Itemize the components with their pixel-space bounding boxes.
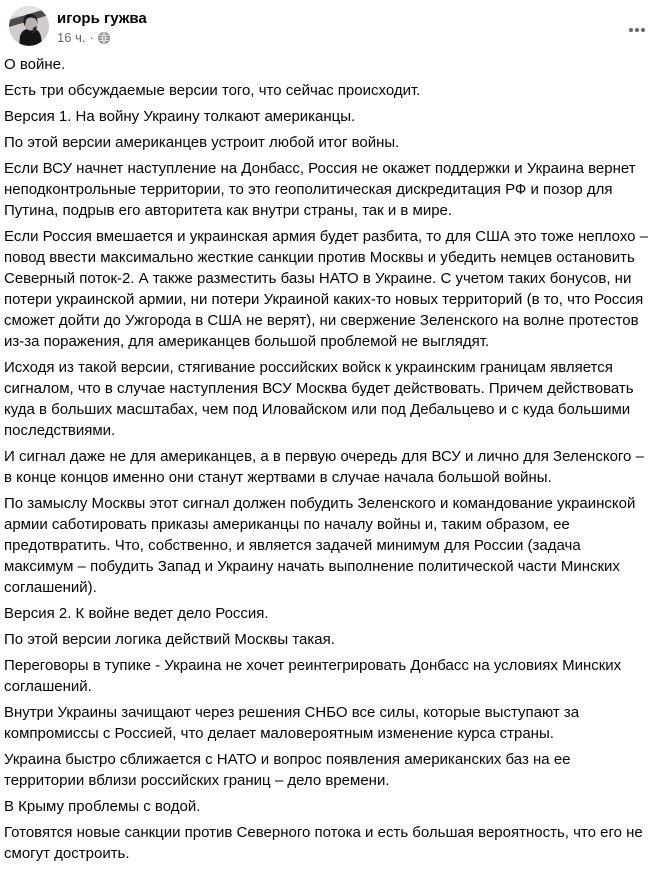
profile-photo-icon xyxy=(9,6,49,46)
globe-public-icon xyxy=(98,32,110,44)
post-paragraph: Переговоры в тупике - Украина не хочет реинтегрировать Донбасс на условиях Минских соглашений. xyxy=(4,657,626,695)
meta-separator: · xyxy=(89,30,94,45)
post-paragraph: В Крыму проблемы с водой. xyxy=(4,798,201,815)
post-paragraph: По замыслу Москвы этот сигнал должен побудить Зеленского и командование украинской армии саботировать приказы американцы по началу войны и, таким образом, ее предотвратить. Что, собственно, и является задачей минимум для России (задача максимум – побудить Запад и Украину начать выполнение политической части Минских соглашений). xyxy=(4,495,640,596)
post-paragraph: И сигнал даже не для американцев, а в первую очередь для ВСУ и лично для Зеленского – в конце концов именно они станут жертвами в случае начала большой войны. xyxy=(4,448,649,486)
header-text xyxy=(57,6,147,46)
post-paragraph: Исходя из такой версии, стягивание российских войск к украинским границам является сигналом, что в случае наступления ВСУ Москва будет действовать. Причем действовать куда в больших масштабах, чем под Иловайском или под Дебальцево и с куда большими последствиями. xyxy=(4,359,638,439)
post-paragraph: О войне. xyxy=(4,56,66,73)
post-paragraph: Версия 2. К войне ведет дело Россия. xyxy=(4,605,269,622)
author-name[interactable]: игорь гужва xyxy=(57,10,147,27)
post-paragraph: Украина быстро сближается с НАТО и вопрос появления американских баз на ее территории вблизи российских границ – дело времени. xyxy=(4,751,575,789)
post-paragraph: Внутри Украины зачищают через решения СНБО все силы, которые выступают за компромиссы с Россией, что делает маловероятным изменение курса страны. xyxy=(4,704,584,742)
avatar[interactable] xyxy=(9,6,49,46)
ellipsis-horizontal-icon xyxy=(627,20,647,40)
post-body xyxy=(0,46,665,870)
post-paragraph: Есть три обсуждаемые версии того, что сейчас происходит. xyxy=(4,82,421,99)
post-paragraph: По этой версии американцев устроит любой итог войны. xyxy=(4,134,400,151)
more-options-button[interactable] xyxy=(621,14,653,46)
post-paragraph: Версия 1. На войну Украину толкают американцы. xyxy=(4,108,356,125)
post-paragraph: Если ВСУ начнет наступление на Донбасс, Россия не окажет поддержки и Украина вернет неподконтрольные территории, то это геополитическая дискредитация РФ и позор для Путина, подрыв его авторитета как внутри страны, так и в мире. xyxy=(4,160,640,219)
timestamp[interactable]: 16 ч. xyxy=(57,30,86,45)
post-header xyxy=(0,0,665,46)
post-paragraph: Готовятся новые санкции против Северного потока и есть большая вероятность, что его не смогут достроить. xyxy=(4,824,647,862)
post-paragraph: Если Россия вмешается и украинская армия будет разбита, то для США это тоже неплохо – повод ввести максимально жесткие санкции против Москвы и убедить немцев остановить Северный поток-2. А также разместить базы НАТО в Украине. С учетом таких бонусов, ни потери украинской армии, ни потери Украиной каких-то новых территорий (в то, что Россия сможет дойти до Ужгорода в США не верят), ни свержение Зеленского на волне протестов из-за поражения, для американцев большой проблемой не выглядят. xyxy=(4,228,653,350)
post-paragraph: По этой версии логика действий Москвы такая. xyxy=(4,631,335,648)
post-meta xyxy=(57,30,147,46)
